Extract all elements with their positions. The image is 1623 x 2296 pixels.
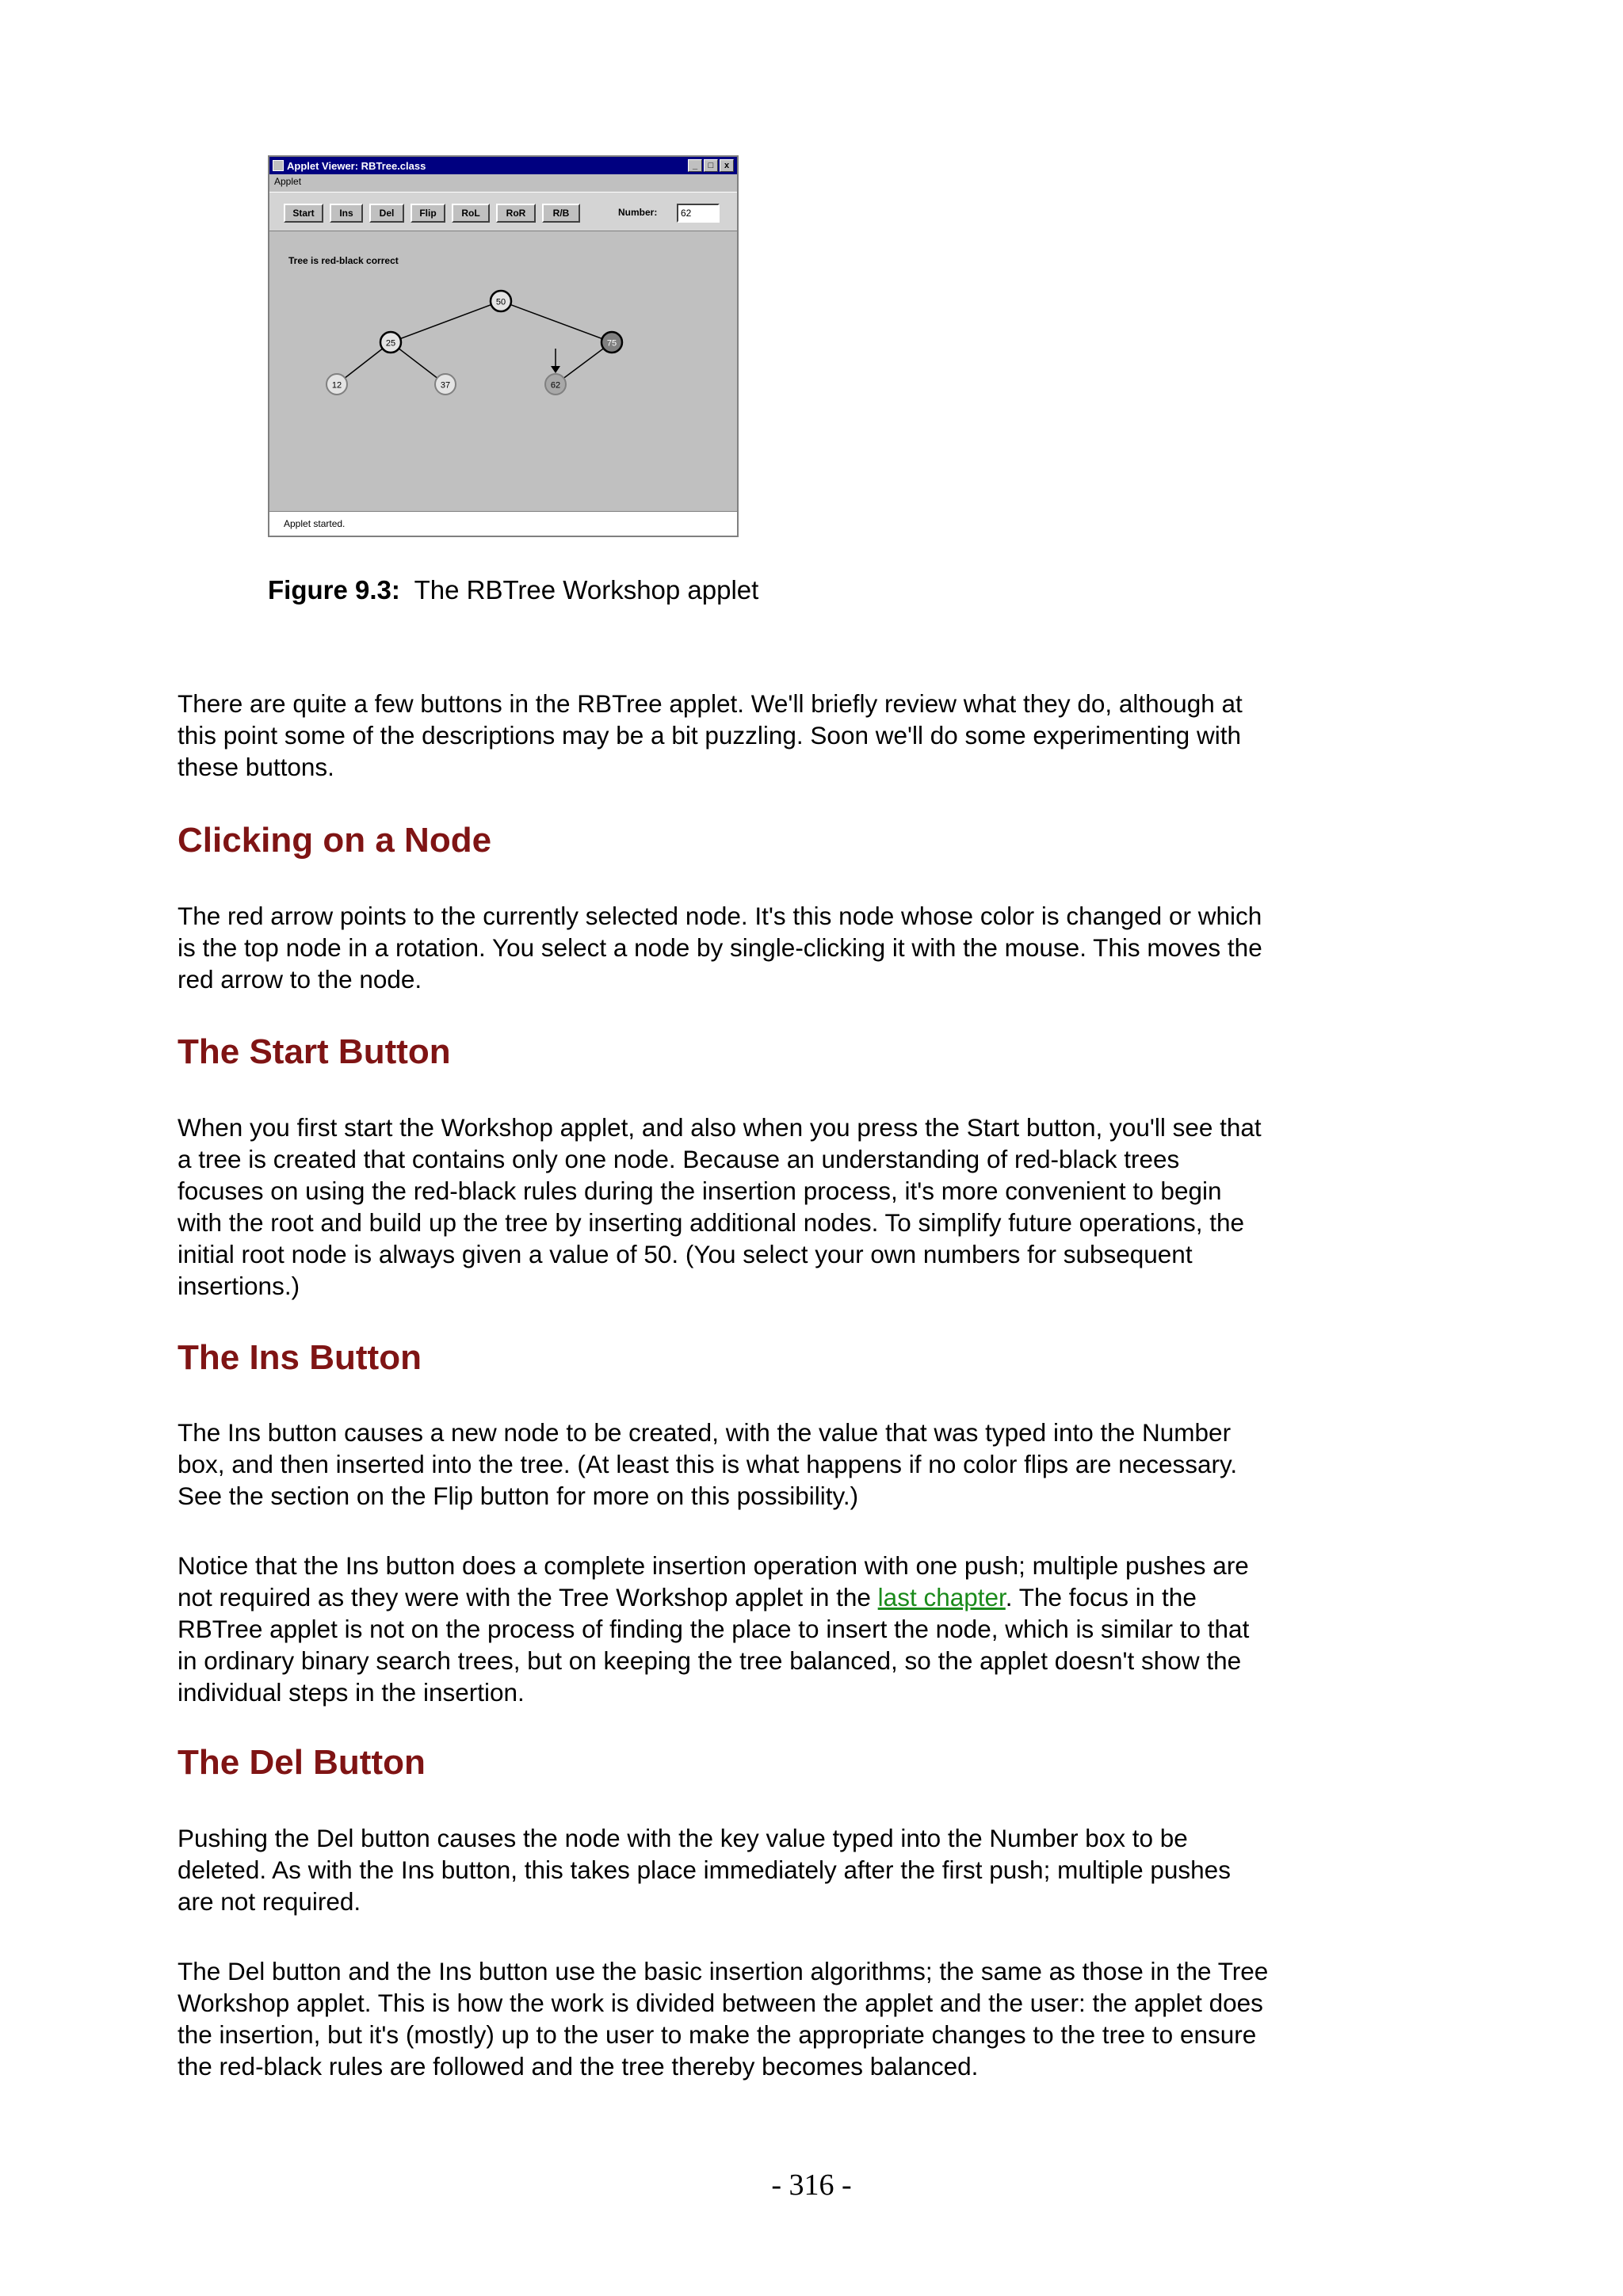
applet-window-icon bbox=[273, 160, 284, 171]
tree-node-62[interactable] bbox=[545, 374, 566, 395]
svg-text:62: 62 bbox=[550, 380, 561, 391]
tree-node-12[interactable] bbox=[327, 374, 347, 395]
clicking-paragraph: The red arrow points to the currently selected node. It's this node whose color is changed or which is the top node in a rotation. You select a node by single-clicking it with the mouse. This moves the red arrow to the node. bbox=[178, 902, 1262, 994]
tree-node-75[interactable] bbox=[601, 332, 622, 353]
heading-ins-button: The Ins Button bbox=[178, 1338, 422, 1377]
applet-toolbar bbox=[269, 192, 737, 231]
heading-start-button: The Start Button bbox=[178, 1032, 451, 1071]
tree-node-37[interactable] bbox=[435, 374, 456, 395]
ror-button[interactable]: RoR bbox=[496, 204, 536, 223]
ins-paragraph-2 bbox=[178, 1550, 1271, 1708]
applet-status-text: Applet started. bbox=[284, 518, 346, 529]
tree-edge bbox=[391, 301, 501, 342]
svg-text:75: 75 bbox=[606, 338, 617, 349]
del-paragraph-1: Pushing the Del button causes the node with the key value typed into the Number box to be deleted. As with the Ins button, this takes place immediately after the first push; multiple pushes are not required. bbox=[178, 1824, 1231, 1916]
tree-canvas bbox=[269, 268, 737, 505]
intro-paragraph: There are quite a few buttons in the RBTree applet. We'll briefly review what they do, although at this point some of the descriptions may be a bit puzzling. Soon we'll do some experimenting with these buttons. bbox=[178, 689, 1243, 781]
figure-caption-text: The RBTree Workshop applet bbox=[414, 575, 759, 605]
maximize-button[interactable]: □ bbox=[704, 159, 718, 172]
rol-button[interactable]: RoL bbox=[452, 204, 490, 223]
applet-window bbox=[268, 155, 739, 537]
ins-button[interactable]: Ins bbox=[330, 204, 363, 223]
figure-label: Figure 9.3: bbox=[268, 575, 400, 605]
heading-clicking-node: Clicking on a Node bbox=[178, 821, 492, 860]
tree-node-50[interactable] bbox=[491, 291, 511, 311]
tree-edge bbox=[501, 301, 612, 342]
rb-button[interactable]: R/B bbox=[542, 204, 580, 223]
applet-title: Applet Viewer: RBTree.class bbox=[287, 159, 426, 172]
heading-del-button: The Del Button bbox=[178, 1743, 426, 1782]
tree-node-25[interactable] bbox=[380, 332, 401, 353]
number-input[interactable] bbox=[677, 204, 720, 223]
ins-p2-text-after: . The focus in the RBTree applet is not on the process of finding the place to insert the node, which is similar to that in ordinary binary search trees, but on keeping the tree balanced, so the applet doesn't show the individual steps in the insertion. bbox=[178, 1583, 1250, 1707]
del-paragraph-2: The Del button and the Ins button use the basic insertion algorithms; the same as those in the Tree Workshop applet. This is how the work is divided between the applet and the user: the applet does the insertion, but it's (mostly) up to the user to make the appropriate changes to the tree to ensure the red-black rules are followed and the tree thereby becomes balanced. bbox=[178, 1957, 1269, 2081]
figure-caption bbox=[268, 575, 758, 605]
applet-titlebar bbox=[269, 157, 737, 174]
applet-statusbar bbox=[269, 511, 737, 536]
svg-text:37: 37 bbox=[440, 380, 451, 391]
menu-applet[interactable]: Applet bbox=[274, 176, 302, 187]
ins-p2-text-before: Notice that the Ins button does a complete insertion operation with one push; multiple pushes are not required as they were with the Tree Workshop applet in the bbox=[178, 1551, 1249, 1611]
applet-menubar bbox=[269, 174, 737, 189]
selected-node-arrow-head bbox=[551, 366, 560, 373]
flip-button[interactable]: Flip bbox=[411, 204, 445, 223]
tree-status-message: Tree is red-black correct bbox=[288, 255, 399, 266]
page-number: - 316 - bbox=[771, 2168, 852, 2202]
svg-text:50: 50 bbox=[495, 297, 506, 307]
del-button[interactable]: Del bbox=[369, 204, 404, 223]
start-paragraph: When you first start the Workshop applet, and also when you press the Start button, you'll see that a tree is created that contains only one node. Because an understanding of red-black trees focuses on using the red-black rules during the insertion process, it's more convenient to begin with the root and build up the tree by inserting additional nodes. To simplify future operations, the initial root node is always given a value of 50. (You select your own numbers for subsequent insertions.) bbox=[178, 1113, 1262, 1300]
number-label: Number: bbox=[618, 207, 658, 218]
ins-paragraph-1: The Ins button causes a new node to be created, with the value that was typed into the Number box, and then inserted into the tree. (At least this is what happens if no color flips are necessary. See the section on the Flip button for more on this possibility.) bbox=[178, 1418, 1238, 1510]
close-button[interactable]: x bbox=[720, 159, 734, 172]
svg-text:12: 12 bbox=[331, 380, 342, 391]
window-controls bbox=[688, 159, 734, 172]
svg-text:25: 25 bbox=[385, 338, 396, 349]
start-button[interactable]: Start bbox=[284, 204, 323, 223]
minimize-button[interactable]: _ bbox=[688, 159, 702, 172]
last-chapter-link[interactable]: last chapter bbox=[877, 1583, 1006, 1611]
